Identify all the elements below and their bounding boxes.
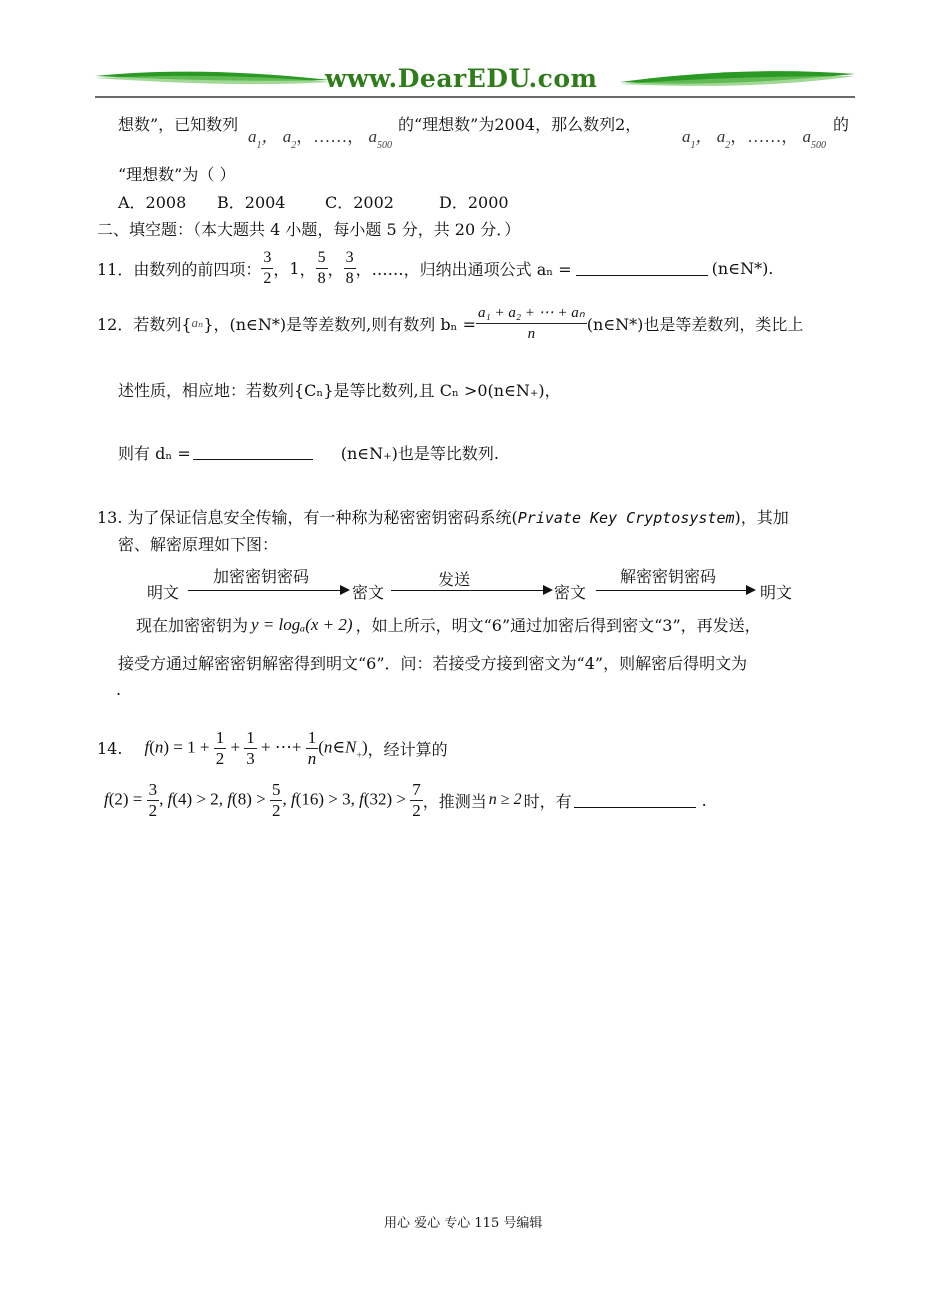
q13-line1 (97, 505, 789, 528)
q12-text-c: }，(n∈N*)是等差数列,则有数列 bₙ = (203, 314, 476, 334)
flow-arrowhead-encrypt (340, 585, 350, 595)
flow-arrowhead-decrypt (746, 585, 756, 595)
q12-mean-fraction: $\frac{\text{a₁ + a₂ + ⋯ + aₙ}}{n}$ (477, 304, 585, 342)
options-row (118, 190, 509, 213)
q11-term-2: 1 (289, 258, 300, 278)
q14-text-after: ，经计算的 (367, 739, 448, 759)
q12-text-d: (n∈N*)也是等差数列，类比上 (586, 314, 804, 334)
q14-line2 (104, 776, 707, 824)
flow-edge-encrypt-label: 加密密钥密码 (213, 567, 310, 586)
flow-arrow-encrypt (188, 590, 340, 591)
cont-line1 (118, 112, 238, 135)
q13-formula: y = logₐ(x + 2) (251, 614, 353, 634)
q14-text-have: 时，有 (523, 791, 572, 811)
q14-computed-values: f(2) = $\frac{3}{2}$ , f(4) > 2, f(8) > $\frac{5}{2}$ , f(16) > 3, f(32) > $\frac{7}{2}$ (104, 779, 421, 820)
option-b: B．2004 (217, 193, 286, 212)
cont-line2: “理想数”为（ ） (118, 165, 236, 184)
q12-text-a: 12．若数列{ (97, 314, 192, 334)
header-logo-text: www.DearEDU.com (325, 64, 598, 93)
q13-line5: . (116, 680, 122, 699)
option-c: C．2002 (325, 193, 394, 212)
q13-english: Private Key Cryptosystem (517, 509, 735, 527)
q13-line3 (136, 613, 761, 636)
q11-term-4: $\frac{3}{8}$ (345, 248, 354, 287)
q13-text-b: )，其加 (734, 508, 789, 527)
flow-arrow-decrypt (596, 590, 748, 591)
cont-text-c: 的 (833, 115, 850, 134)
cont-text-b: 的“理想数”为2004，那么数列2， (398, 115, 642, 134)
q11-term-1: $\frac{3}{2}$ (263, 248, 272, 287)
q11-answer-blank[interactable] (576, 261, 708, 276)
q14-text-end: . (701, 790, 707, 810)
flow-edge-send-label: 发送 (438, 570, 471, 589)
q12-line3 (118, 441, 499, 464)
q14-condition: n ≥ 2 (488, 791, 522, 808)
q11: 11．由数列的前四项： $\frac{3}{2}$ ， 1 ， $\frac{5}{8}$ ， $\frac{3}{8}$ ， ……，归纳出通项公式 aₙ = (n∈N*). (97, 248, 774, 287)
flow-node-plaintext-1: 明文 (147, 583, 180, 602)
q14-label: 14. (97, 738, 123, 758)
section-title: 二、填空题：（本大题共 4 小题，每小题 5 分，共 20 分．） (97, 220, 521, 239)
q12-an: aₙ (191, 315, 204, 330)
option-a: A．2008 (118, 193, 187, 212)
flow-edge-decrypt-label: 解密密钥密码 (620, 567, 717, 586)
q12-line1 (97, 298, 803, 348)
cont-seq2: $a_1$， $a_2$，……， $a_{500}$ (682, 127, 826, 151)
q13-text-key: 现在加密密钥为 (136, 616, 249, 635)
option-d: D．2000 (439, 193, 509, 212)
cont-seq1: $a_1$， $a_2$，……， $a_{500}$ (248, 127, 392, 151)
flow-node-ciphertext-1: 密文 (352, 583, 385, 602)
header-banner (95, 60, 855, 100)
q13-text-c: ，如上所示，明文“6”通过加密后得到密文“3”，再发送， (355, 616, 761, 635)
page-footer: 用心 爱心 专心 115 号编辑 (384, 1216, 543, 1231)
q12-line2: 述性质，相应地：若数列{Cₙ}是等比数列,且 Cₙ >0(n∈N₊)， (118, 381, 561, 400)
q14-answer-blank[interactable] (574, 793, 696, 808)
q11-term-3: $\frac{5}{8}$ (317, 248, 326, 287)
q12-answer-blank[interactable] (193, 445, 313, 460)
q12-text-end: (n∈N₊)也是等比数列. (340, 444, 499, 463)
q14-formula: f(n) = 1 + $\frac{1}{2}$ + $\frac{1}{3}$ + ⋯+ $\frac{1}{n}$ $(n\in N_+)$ (144, 727, 368, 768)
q11-prefix: 11．由数列的前四项： (97, 259, 262, 279)
cont-text-a: 想数”，已知数列 (118, 115, 239, 134)
flow-node-plaintext-2: 明文 (760, 583, 793, 602)
q11-mid: ……，归纳出通项公式 aₙ = (371, 259, 572, 279)
q14-line1 (97, 724, 448, 772)
flow-arrow-send (391, 590, 543, 591)
q13-text-a: 13. 为了保证信息安全传输，有一种称为秘密密钥密码系统( (97, 508, 518, 527)
q13-line4: 接受方通过解密密钥解密得到明文“6”．问：若接受方接到密文为“4”，则解密后得明文为 (118, 654, 748, 673)
q12-dn: 则有 dₙ = (118, 444, 191, 463)
flow-arrowhead-send (543, 585, 553, 595)
flow-node-ciphertext-2: 密文 (554, 583, 587, 602)
q11-suffix: (n∈N*). (711, 258, 774, 278)
q14-text-guess: ，推测当 (422, 791, 487, 811)
q13-line2: 密、解密原理如下图： (118, 535, 279, 554)
